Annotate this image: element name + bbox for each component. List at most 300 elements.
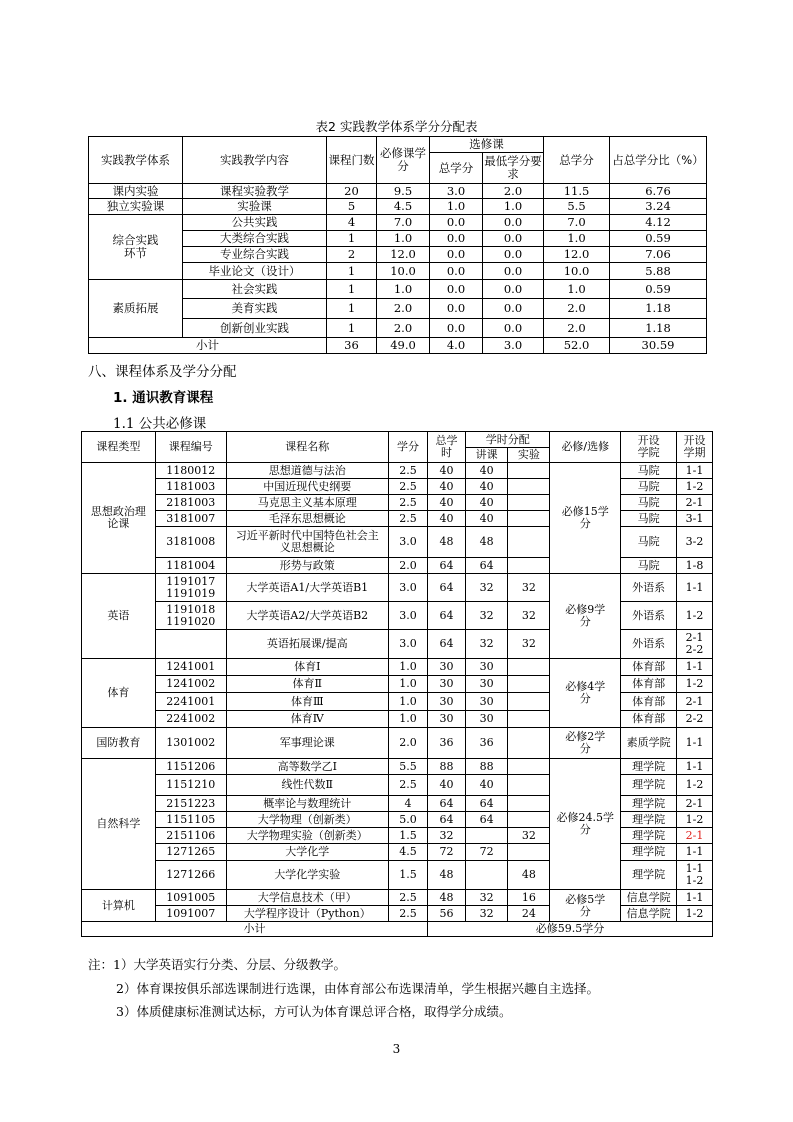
cell-term: 1-2	[677, 479, 713, 495]
cell-code: 1271265	[155, 844, 226, 861]
cell-term-highlighted: 2-1	[677, 828, 713, 844]
table-row	[89, 199, 707, 215]
cell-percent: 6.76	[610, 184, 707, 199]
cell-system: 课内实验	[89, 184, 183, 199]
cell-credit: 3.0	[389, 527, 428, 558]
cell-code: 2151223	[155, 796, 226, 812]
cell-name: 习近平新时代中国特色社会主义思想概论	[226, 527, 388, 558]
cell-dept: 马院	[621, 479, 677, 495]
cell-hours: 64	[428, 574, 466, 602]
cell-credit: 2.5	[389, 463, 428, 479]
cell-hours: 64	[428, 602, 466, 630]
cell-dept: 外语系	[621, 602, 677, 630]
cell-content: 公共实践	[183, 215, 327, 231]
cell-lab	[508, 728, 550, 759]
table-row	[82, 463, 713, 479]
cell-req: 必修5学分	[550, 890, 621, 922]
cell-lecture: 64	[466, 812, 508, 828]
cell-dept: 马院	[621, 527, 677, 558]
cell-lecture: 64	[466, 558, 508, 574]
cell-dept: 马院	[621, 511, 677, 527]
cell-name: 马克思主义基本原理	[226, 495, 388, 511]
cell-count: 20	[327, 184, 377, 199]
table-row	[82, 759, 713, 775]
cell-dept: 外语系	[621, 630, 677, 659]
cell-total: 12.0	[544, 247, 610, 263]
cell-name: 线性代数Ⅱ	[226, 775, 388, 796]
cell-dept: 理学院	[621, 759, 677, 775]
cell-term: 3-2	[677, 527, 713, 558]
cell-dept: 马院	[621, 495, 677, 511]
cell-content: 创新创业实践	[183, 319, 327, 338]
code-line: 1191017	[166, 574, 216, 588]
cell-credit: 1.0	[389, 676, 428, 693]
term-line: 1-2	[685, 874, 704, 887]
cell-name: 大学物理（创新类）	[226, 812, 388, 828]
cell-lab	[508, 693, 550, 711]
cell-code: 2241001	[155, 693, 226, 711]
cell-code: 2151106	[155, 828, 226, 844]
cell-code: 1301002	[155, 728, 226, 759]
cell-content: 社会实践	[183, 280, 327, 299]
cell-dept: 信息学院	[621, 890, 677, 906]
cell-lecture: 32	[466, 890, 508, 906]
cell-lab: 32	[508, 828, 550, 844]
cell-total: 52.0	[544, 338, 610, 354]
cell-lecture: 40	[466, 775, 508, 796]
cell-code: 3181008	[155, 527, 226, 558]
header-code: 课程编号	[155, 432, 226, 463]
header-elective-total: 总学分	[430, 153, 483, 184]
cell-lecture: 32	[466, 602, 508, 630]
cell-code: 1181004	[155, 558, 226, 574]
cell-req: 必修2学分	[550, 728, 621, 759]
cell-lecture: 36	[466, 728, 508, 759]
cell-term: 1-2	[677, 602, 713, 630]
term-line: 2-1	[685, 631, 704, 644]
cell-lab	[508, 558, 550, 574]
cell-name: 英语拓展课/提高	[226, 630, 388, 659]
cell-name: 军事理论课	[226, 728, 388, 759]
subtotal-row	[82, 922, 713, 937]
cell-content: 美育实践	[183, 299, 327, 319]
cell-name: 概率论与数理统计	[226, 796, 388, 812]
cell-credit: 4.5	[389, 844, 428, 861]
cell-count: 5	[327, 199, 377, 215]
cell-term: 1-8	[677, 558, 713, 574]
cell-dept: 外语系	[621, 574, 677, 602]
cell-elective-min: 2.0	[483, 184, 544, 199]
table-row	[89, 215, 707, 231]
cell-hours: 40	[428, 495, 466, 511]
header-type: 课程类型	[82, 432, 156, 463]
cell-name: 大学化学	[226, 844, 388, 861]
cell-type: 体育	[82, 659, 156, 728]
cell-hours: 88	[428, 759, 466, 775]
cell-elective-total: 0.0	[430, 299, 483, 319]
cell-hours: 40	[428, 479, 466, 495]
cell-lecture: 72	[466, 844, 508, 861]
cell-total: 1.0	[544, 280, 610, 299]
cell-lecture: 40	[466, 495, 508, 511]
cell-total: 2.0	[544, 299, 610, 319]
cell-elective-total: 0.0	[430, 215, 483, 231]
header-count: 课程门数	[327, 137, 377, 184]
cell-lab: 32	[508, 602, 550, 630]
cell-count: 1	[327, 319, 377, 338]
cell-dept: 体育部	[621, 693, 677, 711]
cell-name: 大学英语A2/大学英语B2	[226, 602, 388, 630]
cell-term: 2-2	[677, 711, 713, 728]
cell-name: 大学信息技术（甲）	[226, 890, 388, 906]
cell-lab	[508, 676, 550, 693]
cell-required: 49.0	[377, 338, 430, 354]
cell-lab	[508, 759, 550, 775]
cell-elective-min: 0.0	[483, 319, 544, 338]
cell-term: 1-2	[677, 906, 713, 922]
cell-dept: 理学院	[621, 844, 677, 861]
cell-required: 2.0	[377, 299, 430, 319]
cell-content: 毕业论文（设计）	[183, 263, 327, 280]
cell-req: 必修15学分	[550, 463, 621, 574]
cell-total: 11.5	[544, 184, 610, 199]
cell-term: 1-1	[677, 659, 713, 676]
cell-lecture: 88	[466, 759, 508, 775]
cell-elective-min: 0.0	[483, 215, 544, 231]
cell-hours: 30	[428, 711, 466, 728]
cell-hours: 30	[428, 659, 466, 676]
cell-code: 1091007	[155, 906, 226, 922]
cell-percent: 3.24	[610, 199, 707, 215]
subtotal-label: 小计	[89, 338, 327, 354]
cell-total: 10.0	[544, 263, 610, 280]
cell-credit: 3.0	[389, 630, 428, 659]
cell-name: 大学化学实验	[226, 861, 388, 890]
note-2: 2）体育课按俱乐部选课制进行选课，由体育部公布选课清单，学生根据兴趣自主选择。	[116, 981, 599, 996]
cell-total: 2.0	[544, 319, 610, 338]
cell-req: 必修9学分	[550, 574, 621, 659]
header-percent: 占总学分比（%）	[610, 137, 707, 184]
cell-credit: 2.0	[389, 728, 428, 759]
cell-term: 2-1	[677, 796, 713, 812]
cell-hours: 40	[428, 511, 466, 527]
cell-code: 1151105	[155, 812, 226, 828]
cell-type: 英语	[82, 574, 156, 659]
cell-name: 体育Ⅲ	[226, 693, 388, 711]
cell-dept: 素质学院	[621, 728, 677, 759]
cell-dept: 理学院	[621, 828, 677, 844]
cell-hours: 64	[428, 558, 466, 574]
subtotal-label: 小计	[82, 922, 428, 937]
cell-percent: 30.59	[610, 338, 707, 354]
cell-req: 必修4学分	[550, 659, 621, 728]
cell-term: 2-1	[677, 495, 713, 511]
cell-code: 1151206	[155, 759, 226, 775]
cell-lab	[508, 659, 550, 676]
cell-lecture	[466, 828, 508, 844]
cell-credit: 5.0	[389, 812, 428, 828]
cell-hours: 64	[428, 796, 466, 812]
cell-term: 3-1	[677, 511, 713, 527]
header-elective: 选修课	[430, 137, 544, 153]
cell-code: 1091005	[155, 890, 226, 906]
cell-term: 1-2	[677, 676, 713, 693]
cell-name: 大学物理实验（创新类）	[226, 828, 388, 844]
cell-credit: 1.5	[389, 828, 428, 844]
cell-credit: 2.5	[389, 495, 428, 511]
cell-percent: 0.59	[610, 231, 707, 247]
cell-name: 形势与政策	[226, 558, 388, 574]
cell-code	[155, 602, 226, 630]
cell-hours: 30	[428, 693, 466, 711]
header-hours-group: 学时分配	[466, 432, 550, 448]
cell-name: 大学英语A1/大学英语B1	[226, 574, 388, 602]
cell-hours: 48	[428, 890, 466, 906]
cell-lab	[508, 711, 550, 728]
cell-content: 专业综合实践	[183, 247, 327, 263]
cell-lecture: 30	[466, 676, 508, 693]
cell-elective-total: 0.0	[430, 247, 483, 263]
cell-lab: 32	[508, 630, 550, 659]
cell-term: 1-2	[677, 812, 713, 828]
subtotal-value: 必修59.5学分	[428, 922, 713, 937]
cell-lab: 24	[508, 906, 550, 922]
cell-elective-min: 0.0	[483, 299, 544, 319]
header-lecture: 讲课	[466, 448, 508, 463]
code-line: 1191019	[166, 586, 216, 600]
cell-name: 体育Ⅰ	[226, 659, 388, 676]
cell-hours: 30	[428, 676, 466, 693]
cell-code: 2181003	[155, 495, 226, 511]
public-required-course-table	[81, 431, 713, 937]
cell-required: 9.5	[377, 184, 430, 199]
cell-req: 必修24.5学分	[550, 759, 621, 890]
cell-required: 12.0	[377, 247, 430, 263]
cell-percent: 7.06	[610, 247, 707, 263]
cell-credit: 2.5	[389, 890, 428, 906]
cell-lecture: 32	[466, 906, 508, 922]
header-dept: 开设学院	[621, 432, 677, 463]
cell-lecture: 40	[466, 479, 508, 495]
cell-name: 中国近现代史纲要	[226, 479, 388, 495]
cell-elective-min: 0.0	[483, 231, 544, 247]
term-line: 1-1	[685, 862, 704, 875]
cell-elective-min: 0.0	[483, 280, 544, 299]
cell-lecture: 64	[466, 796, 508, 812]
table-row	[89, 184, 707, 199]
cell-dept: 体育部	[621, 711, 677, 728]
cell-term: 1-1	[677, 728, 713, 759]
cell-dept: 马院	[621, 558, 677, 574]
term-line: 2-2	[685, 643, 704, 656]
cell-lecture: 30	[466, 693, 508, 711]
cell-lab	[508, 844, 550, 861]
page-number: 3	[392, 1042, 401, 1056]
cell-hours: 64	[428, 812, 466, 828]
cell-lab	[508, 479, 550, 495]
cell-name: 体育Ⅳ	[226, 711, 388, 728]
cell-credit: 1.5	[389, 861, 428, 890]
cell-dept: 理学院	[621, 861, 677, 890]
header-name: 课程名称	[226, 432, 388, 463]
cell-name: 毛泽东思想概论	[226, 511, 388, 527]
cell-type: 自然科学	[82, 759, 156, 890]
table-row	[89, 280, 707, 299]
cell-hours: 40	[428, 775, 466, 796]
cell-code: 1271266	[155, 861, 226, 890]
cell-lab: 48	[508, 861, 550, 890]
table-row	[82, 890, 713, 906]
cell-required: 1.0	[377, 231, 430, 247]
table-row	[82, 728, 713, 759]
cell-term: 1-1	[677, 463, 713, 479]
cell-name: 大学程序设计（Python）	[226, 906, 388, 922]
cell-lecture: 48	[466, 527, 508, 558]
cell-count: 1	[327, 231, 377, 247]
cell-credit: 1.0	[389, 659, 428, 676]
cell-name: 体育Ⅱ	[226, 676, 388, 693]
cell-code	[155, 630, 226, 659]
note-1: 注：1）大学英语实行分类、分层、分级教学。	[88, 957, 346, 972]
table2-caption: 表2 实践教学体系学分分配表	[315, 119, 478, 134]
cell-elective-total: 0.0	[430, 319, 483, 338]
cell-content: 大类综合实践	[183, 231, 327, 247]
cell-required: 7.0	[377, 215, 430, 231]
cell-hours: 40	[428, 463, 466, 479]
cell-hours: 48	[428, 861, 466, 890]
cell-name: 思想道德与法治	[226, 463, 388, 479]
header-content: 实践教学内容	[183, 137, 327, 184]
cell-lab	[508, 796, 550, 812]
cell-credit: 2.5	[389, 511, 428, 527]
cell-total: 7.0	[544, 215, 610, 231]
cell-lecture: 32	[466, 630, 508, 659]
cell-lecture: 30	[466, 659, 508, 676]
cell-code: 1241002	[155, 676, 226, 693]
cell-term	[677, 630, 713, 659]
cell-hours: 64	[428, 630, 466, 659]
cell-elective-total: 1.0	[430, 199, 483, 215]
cell-dept: 理学院	[621, 812, 677, 828]
cell-percent: 4.12	[610, 215, 707, 231]
header-system: 实践教学体系	[89, 137, 183, 184]
cell-count: 1	[327, 299, 377, 319]
header-req: 必修/选修	[550, 432, 621, 463]
cell-name: 高等数学乙Ⅰ	[226, 759, 388, 775]
cell-lab	[508, 775, 550, 796]
cell-lab: 32	[508, 574, 550, 602]
cell-dept: 体育部	[621, 659, 677, 676]
cell-elective-total: 0.0	[430, 231, 483, 247]
cell-lecture: 30	[466, 711, 508, 728]
cell-elective-min: 3.0	[483, 338, 544, 354]
cell-credit: 3.0	[389, 602, 428, 630]
cell-lab	[508, 463, 550, 479]
cell-credit: 3.0	[389, 574, 428, 602]
cell-dept: 信息学院	[621, 906, 677, 922]
cell-elective-total: 0.0	[430, 263, 483, 280]
header-elective-min: 最低学分要求	[483, 153, 544, 184]
cell-type: 计算机	[82, 890, 156, 922]
cell-elective-min: 0.0	[483, 247, 544, 263]
header-required: 必修课学分	[377, 137, 430, 184]
cell-count: 1	[327, 263, 377, 280]
cell-code: 2241002	[155, 711, 226, 728]
cell-credit: 1.0	[389, 693, 428, 711]
cell-dept: 马院	[621, 463, 677, 479]
code-line: 1191020	[166, 614, 216, 628]
cell-credit: 2.0	[389, 558, 428, 574]
section-heading-1: 1. 通识教育课程	[113, 390, 214, 406]
cell-code: 3181007	[155, 511, 226, 527]
cell-term: 1-2	[677, 775, 713, 796]
cell-type: 思想政治理论课	[82, 463, 156, 574]
cell-system: 素质拓展	[89, 280, 183, 338]
cell-dept: 理学院	[621, 796, 677, 812]
header-total: 总学分	[544, 137, 610, 184]
cell-percent: 1.18	[610, 299, 707, 319]
header-term: 开设学期	[677, 432, 713, 463]
cell-credit: 1.0	[389, 711, 428, 728]
cell-percent: 0.59	[610, 280, 707, 299]
cell-hours: 32	[428, 828, 466, 844]
cell-code: 1151210	[155, 775, 226, 796]
cell-term	[677, 861, 713, 890]
cell-credit: 5.5	[389, 759, 428, 775]
cell-elective-min: 1.0	[483, 199, 544, 215]
cell-system: 综合实践环节	[89, 215, 183, 280]
cell-lecture: 40	[466, 511, 508, 527]
cell-system: 独立实验课	[89, 199, 183, 215]
cell-hours: 48	[428, 527, 466, 558]
note-3: 3）体质健康标准测试达标，方可认为体育课总评合格，取得学分成绩。	[116, 1004, 512, 1019]
cell-count: 1	[327, 280, 377, 299]
cell-count: 2	[327, 247, 377, 263]
cell-code: 1181003	[155, 479, 226, 495]
cell-term: 2-1	[677, 693, 713, 711]
table-row	[82, 659, 713, 676]
cell-type: 国防教育	[82, 728, 156, 759]
cell-term: 1-1	[677, 890, 713, 906]
cell-term: 1-1	[677, 844, 713, 861]
cell-credit: 4	[389, 796, 428, 812]
cell-content: 课程实验教学	[183, 184, 327, 199]
section-heading-8: 八、课程体系及学分分配	[88, 364, 237, 380]
cell-code: 1180012	[155, 463, 226, 479]
cell-credit: 2.5	[389, 775, 428, 796]
cell-hours: 72	[428, 844, 466, 861]
cell-hours: 36	[428, 728, 466, 759]
cell-elective-total: 0.0	[430, 280, 483, 299]
cell-required: 4.5	[377, 199, 430, 215]
section-heading-1-1: 1.1 公共必修课	[113, 416, 207, 432]
cell-total: 5.5	[544, 199, 610, 215]
practice-credit-table	[88, 136, 707, 354]
cell-lab: 16	[508, 890, 550, 906]
cell-lab	[508, 812, 550, 828]
cell-lecture: 40	[466, 463, 508, 479]
cell-credit: 2.5	[389, 906, 428, 922]
cell-credit: 2.5	[389, 479, 428, 495]
cell-lab	[508, 511, 550, 527]
code-line: 1191018	[166, 602, 216, 616]
cell-lab	[508, 527, 550, 558]
cell-code	[155, 574, 226, 602]
cell-elective-total: 3.0	[430, 184, 483, 199]
cell-count: 36	[327, 338, 377, 354]
subtotal-row	[89, 338, 707, 354]
cell-required: 2.0	[377, 319, 430, 338]
